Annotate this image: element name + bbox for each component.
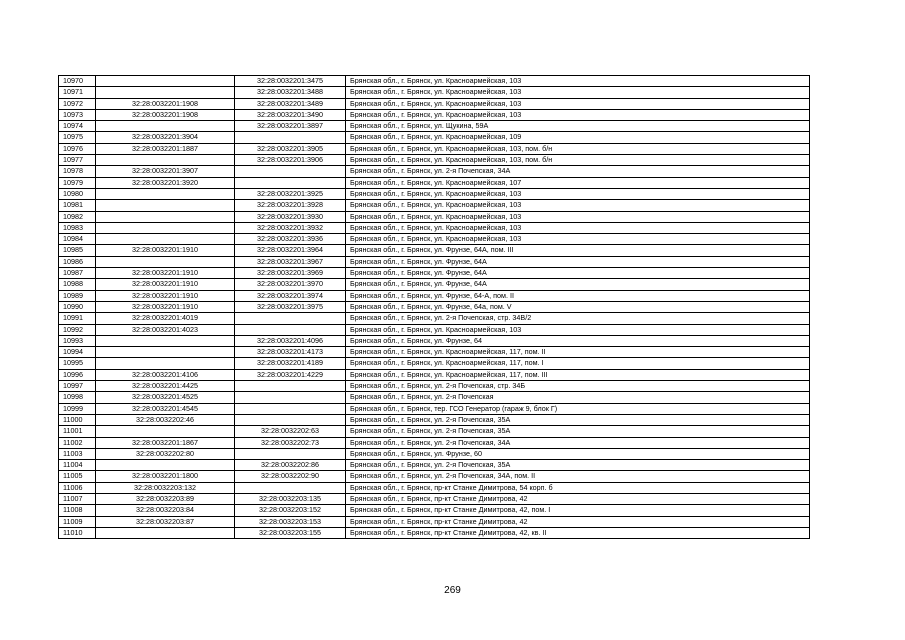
previous-cadastral-number-cell: 32:28:0032201:3920 (96, 177, 235, 188)
table-row (59, 234, 810, 245)
address-cell: Брянская обл., г. Брянск, ул. Красноармейская, 103 (346, 76, 810, 87)
row-number-cell: 11000 (59, 414, 96, 425)
address-cell: Брянская обл., г. Брянск, ул. Красноармейская, 103, пом. б/н (346, 155, 810, 166)
row-number-cell: 10998 (59, 392, 96, 403)
row-number-cell: 11004 (59, 460, 96, 471)
table-row (59, 493, 810, 504)
table-row (59, 166, 810, 177)
table-row (59, 188, 810, 199)
previous-cadastral-number-cell: 32:28:0032201:1887 (96, 143, 235, 154)
address-cell: Брянская обл., г. Брянск, ул. Фрунзе, 64А (346, 256, 810, 267)
address-cell: Брянская обл., г. Брянск, ул. Фрунзе, 64А (346, 268, 810, 279)
row-number-cell: 10999 (59, 403, 96, 414)
row-number-cell: 10993 (59, 335, 96, 346)
table-row (59, 290, 810, 301)
address-cell: Брянская обл., г. Брянск, ул. 2-я Почепская (346, 392, 810, 403)
previous-cadastral-number-cell (96, 155, 235, 166)
row-number-cell: 10974 (59, 121, 96, 132)
address-cell: Брянская обл., г. Брянск, ул. Фрунзе, 60 (346, 448, 810, 459)
row-number-cell: 10972 (59, 98, 96, 109)
address-cell: Брянская обл., г. Брянск, ул. 2-я Почепская, 35А (346, 460, 810, 471)
cadastral-number-cell: 32:28:0032201:3490 (235, 109, 346, 120)
cadastral-number-cell (235, 324, 346, 335)
previous-cadastral-number-cell: 32:28:0032201:1910 (96, 301, 235, 312)
cadastral-number-cell: 32:28:0032203:155 (235, 527, 346, 538)
cadastral-number-cell: 32:28:0032201:3932 (235, 222, 346, 233)
table-row (59, 109, 810, 120)
cadastral-number-cell: 32:28:0032201:3969 (235, 268, 346, 279)
row-number-cell: 11010 (59, 527, 96, 538)
address-cell: Брянская обл., г. Брянск, ул. 2-я Почепская, 34А, пом. II (346, 471, 810, 482)
row-number-cell: 10988 (59, 279, 96, 290)
cadastral-number-cell: 32:28:0032201:4229 (235, 369, 346, 380)
row-number-cell: 10979 (59, 177, 96, 188)
previous-cadastral-number-cell: 32:28:0032201:1910 (96, 268, 235, 279)
table-row (59, 211, 810, 222)
table-row (59, 460, 810, 471)
row-number-cell: 10995 (59, 358, 96, 369)
table-row (59, 505, 810, 516)
address-cell: Брянская обл., г. Брянск, ул. 2-я Почепская, стр. 34В/2 (346, 313, 810, 324)
table-row (59, 132, 810, 143)
table-row (59, 143, 810, 154)
previous-cadastral-number-cell: 32:28:0032203:132 (96, 482, 235, 493)
address-cell: Брянская обл., г. Брянск, ул. Фрунзе, 64-А, пом. II (346, 290, 810, 301)
previous-cadastral-number-cell: 32:28:0032201:4425 (96, 381, 235, 392)
row-number-cell: 10981 (59, 200, 96, 211)
row-number-cell: 10984 (59, 234, 96, 245)
registry-table-body (59, 76, 810, 539)
table-row (59, 155, 810, 166)
row-number-cell: 10997 (59, 381, 96, 392)
address-cell: Брянская обл., г. Брянск, тер. ГСО Генератор (гараж 9, блок Г) (346, 403, 810, 414)
address-cell: Брянская обл., г. Брянск, ул. 2-я Почепская, 35А (346, 426, 810, 437)
cadastral-number-cell: 32:28:0032201:3967 (235, 256, 346, 267)
address-cell: Брянская обл., г. Брянск, пр-кт Станке Димитрова, 42, кв. II (346, 527, 810, 538)
previous-cadastral-number-cell (96, 358, 235, 369)
table-row (59, 313, 810, 324)
table-row (59, 76, 810, 87)
address-cell: Брянская обл., г. Брянск, ул. Красноармейская, 109 (346, 132, 810, 143)
table-row (59, 98, 810, 109)
cadastral-number-cell (235, 313, 346, 324)
row-number-cell: 11005 (59, 471, 96, 482)
table-row (59, 369, 810, 380)
address-cell: Брянская обл., г. Брянск, ул. Красноармейская, 103, пом. б/н (346, 143, 810, 154)
row-number-cell: 10978 (59, 166, 96, 177)
previous-cadastral-number-cell (96, 211, 235, 222)
row-number-cell: 11009 (59, 516, 96, 527)
previous-cadastral-number-cell: 32:28:0032201:3907 (96, 166, 235, 177)
cadastral-number-cell (235, 403, 346, 414)
address-cell: Брянская обл., г. Брянск, пр-кт Станке Димитрова, 42 (346, 493, 810, 504)
table-row (59, 527, 810, 538)
cadastral-number-cell: 32:28:0032201:3925 (235, 188, 346, 199)
address-cell: Брянская обл., г. Брянск, ул. Фрунзе, 64А, пом. III (346, 245, 810, 256)
table-row (59, 426, 810, 437)
previous-cadastral-number-cell: 32:28:0032203:87 (96, 516, 235, 527)
row-number-cell: 10977 (59, 155, 96, 166)
table-row (59, 324, 810, 335)
cadastral-number-cell: 32:28:0032201:3970 (235, 279, 346, 290)
cadastral-number-cell: 32:28:0032201:3974 (235, 290, 346, 301)
previous-cadastral-number-cell: 32:28:0032203:89 (96, 493, 235, 504)
row-number-cell: 11006 (59, 482, 96, 493)
address-cell: Брянская обл., г. Брянск, ул. Щукина, 59А (346, 121, 810, 132)
row-number-cell: 10982 (59, 211, 96, 222)
cadastral-number-cell: 32:28:0032202:73 (235, 437, 346, 448)
previous-cadastral-number-cell: 32:28:0032202:46 (96, 414, 235, 425)
row-number-cell: 10991 (59, 313, 96, 324)
row-number-cell: 10976 (59, 143, 96, 154)
cadastral-number-cell: 32:28:0032201:3928 (235, 200, 346, 211)
cadastral-number-cell: 32:28:0032201:3488 (235, 87, 346, 98)
previous-cadastral-number-cell: 32:28:0032201:4106 (96, 369, 235, 380)
cadastral-number-cell: 32:28:0032201:3906 (235, 155, 346, 166)
previous-cadastral-number-cell: 32:28:0032201:4019 (96, 313, 235, 324)
previous-cadastral-number-cell (96, 222, 235, 233)
cadastral-number-cell: 32:28:0032201:3489 (235, 98, 346, 109)
row-number-cell: 10987 (59, 268, 96, 279)
row-number-cell: 10985 (59, 245, 96, 256)
previous-cadastral-number-cell (96, 347, 235, 358)
row-number-cell: 10980 (59, 188, 96, 199)
row-number-cell: 10994 (59, 347, 96, 358)
address-cell: Брянская обл., г. Брянск, ул. Красноармейская, 103 (346, 200, 810, 211)
row-number-cell: 10986 (59, 256, 96, 267)
address-cell: Брянская обл., г. Брянск, ул. Красноармейская, 103 (346, 222, 810, 233)
cadastral-number-cell: 32:28:0032203:153 (235, 516, 346, 527)
row-number-cell: 10992 (59, 324, 96, 335)
cadastral-number-cell: 32:28:0032203:152 (235, 505, 346, 516)
address-cell: Брянская обл., г. Брянск, ул. 2-я Почепская, 35А (346, 414, 810, 425)
previous-cadastral-number-cell (96, 188, 235, 199)
cadastral-number-cell (235, 132, 346, 143)
table-row (59, 392, 810, 403)
row-number-cell: 10983 (59, 222, 96, 233)
table-row (59, 516, 810, 527)
row-number-cell: 10996 (59, 369, 96, 380)
address-cell: Брянская обл., г. Брянск, ул. Фрунзе, 64 (346, 335, 810, 346)
address-cell: Брянская обл., г. Брянск, ул. Фрунзе, 64а, пом. V (346, 301, 810, 312)
previous-cadastral-number-cell (96, 335, 235, 346)
row-number-cell: 10975 (59, 132, 96, 143)
cadastral-number-cell: 32:28:0032202:90 (235, 471, 346, 482)
row-number-cell: 10990 (59, 301, 96, 312)
table-row (59, 414, 810, 425)
table-row (59, 279, 810, 290)
address-cell: Брянская обл., г. Брянск, ул. Красноармейская, 103 (346, 324, 810, 335)
previous-cadastral-number-cell: 32:28:0032202:80 (96, 448, 235, 459)
table-row (59, 177, 810, 188)
cadastral-number-cell: 32:28:0032202:86 (235, 460, 346, 471)
previous-cadastral-number-cell (96, 234, 235, 245)
previous-cadastral-number-cell: 32:28:0032201:4545 (96, 403, 235, 414)
table-row (59, 256, 810, 267)
previous-cadastral-number-cell (96, 460, 235, 471)
address-cell: Брянская обл., г. Брянск, ул. Красноармейская, 103 (346, 87, 810, 98)
table-row (59, 301, 810, 312)
address-cell: Брянская обл., г. Брянск, ул. Красноармейская, 103 (346, 98, 810, 109)
previous-cadastral-number-cell: 32:28:0032201:1800 (96, 471, 235, 482)
previous-cadastral-number-cell (96, 76, 235, 87)
address-cell: Брянская обл., г. Брянск, ул. Красноармейская, 103 (346, 188, 810, 199)
address-cell: Брянская обл., г. Брянск, ул. Красноармейская, 117, пом. II (346, 347, 810, 358)
previous-cadastral-number-cell: 32:28:0032201:4023 (96, 324, 235, 335)
address-cell: Брянская обл., г. Брянск, ул. Красноармейская, 117, пом. I (346, 358, 810, 369)
address-cell: Брянская обл., г. Брянск, ул. Красноармейская, 103 (346, 211, 810, 222)
cadastral-number-cell (235, 392, 346, 403)
previous-cadastral-number-cell: 32:28:0032203:84 (96, 505, 235, 516)
table-row (59, 381, 810, 392)
table-row (59, 448, 810, 459)
previous-cadastral-number-cell: 32:28:0032201:1908 (96, 98, 235, 109)
previous-cadastral-number-cell (96, 527, 235, 538)
cadastral-number-cell: 32:28:0032201:3475 (235, 76, 346, 87)
previous-cadastral-number-cell: 32:28:0032201:4525 (96, 392, 235, 403)
table-row (59, 200, 810, 211)
previous-cadastral-number-cell (96, 256, 235, 267)
previous-cadastral-number-cell: 32:28:0032201:3904 (96, 132, 235, 143)
table-row (59, 471, 810, 482)
row-number-cell: 10970 (59, 76, 96, 87)
table-row (59, 245, 810, 256)
table-row (59, 335, 810, 346)
cadastral-number-cell (235, 414, 346, 425)
table-row (59, 121, 810, 132)
previous-cadastral-number-cell: 32:28:0032201:1908 (96, 109, 235, 120)
cadastral-number-cell: 32:28:0032201:3905 (235, 143, 346, 154)
row-number-cell: 11003 (59, 448, 96, 459)
table-row (59, 358, 810, 369)
address-cell: Брянская обл., г. Брянск, пр-кт Станке Димитрова, 42 (346, 516, 810, 527)
previous-cadastral-number-cell (96, 87, 235, 98)
table-row (59, 437, 810, 448)
row-number-cell: 10973 (59, 109, 96, 120)
cadastral-number-cell (235, 177, 346, 188)
cadastral-registry-table (58, 75, 810, 539)
table-row (59, 482, 810, 493)
cadastral-number-cell: 32:28:0032201:3930 (235, 211, 346, 222)
address-cell: Брянская обл., г. Брянск, ул. Фрунзе, 64А (346, 279, 810, 290)
previous-cadastral-number-cell (96, 121, 235, 132)
address-cell: Брянская обл., г. Брянск, пр-кт Станке Димитрова, 42, пом. I (346, 505, 810, 516)
cadastral-number-cell: 32:28:0032201:4189 (235, 358, 346, 369)
cadastral-number-cell: 32:28:0032201:4096 (235, 335, 346, 346)
address-cell: Брянская обл., г. Брянск, ул. Красноармейская, 103 (346, 234, 810, 245)
cadastral-number-cell: 32:28:0032202:63 (235, 426, 346, 437)
previous-cadastral-number-cell (96, 426, 235, 437)
row-number-cell: 10989 (59, 290, 96, 301)
cadastral-number-cell: 32:28:0032201:3964 (235, 245, 346, 256)
row-number-cell: 11008 (59, 505, 96, 516)
address-cell: Брянская обл., г. Брянск, ул. 2-я Почепская, 34А (346, 166, 810, 177)
cadastral-number-cell (235, 381, 346, 392)
address-cell: Брянская обл., г. Брянск, ул. Красноармейская, 117, пом. III (346, 369, 810, 380)
previous-cadastral-number-cell: 32:28:0032201:1867 (96, 437, 235, 448)
table-row (59, 268, 810, 279)
row-number-cell: 11001 (59, 426, 96, 437)
row-number-cell: 11002 (59, 437, 96, 448)
cadastral-number-cell: 32:28:0032201:3897 (235, 121, 346, 132)
previous-cadastral-number-cell: 32:28:0032201:1910 (96, 245, 235, 256)
cadastral-number-cell: 32:28:0032203:135 (235, 493, 346, 504)
table-row (59, 347, 810, 358)
cadastral-number-cell (235, 166, 346, 177)
address-cell: Брянская обл., г. Брянск, ул. 2-я Почепская, 34А (346, 437, 810, 448)
cadastral-number-cell (235, 482, 346, 493)
address-cell: Брянская обл., г. Брянск, пр-кт Станке Димитрова, 54 корп. б (346, 482, 810, 493)
page-number: 269 (444, 585, 461, 596)
table-row (59, 403, 810, 414)
address-cell: Брянская обл., г. Брянск, ул. Красноармейская, 103 (346, 109, 810, 120)
previous-cadastral-number-cell: 32:28:0032201:1910 (96, 279, 235, 290)
cadastral-number-cell: 32:28:0032201:3975 (235, 301, 346, 312)
cadastral-number-cell (235, 448, 346, 459)
address-cell: Брянская обл., г. Брянск, ул. 2-я Почепская, стр. 34Б (346, 381, 810, 392)
cadastral-number-cell: 32:28:0032201:4173 (235, 347, 346, 358)
row-number-cell: 11007 (59, 493, 96, 504)
cadastral-number-cell: 32:28:0032201:3936 (235, 234, 346, 245)
address-cell: Брянская обл., г. Брянск, ул. Красноармейская, 107 (346, 177, 810, 188)
previous-cadastral-number-cell (96, 200, 235, 211)
table-row (59, 87, 810, 98)
previous-cadastral-number-cell: 32:28:0032201:1910 (96, 290, 235, 301)
row-number-cell: 10971 (59, 87, 96, 98)
table-row (59, 222, 810, 233)
